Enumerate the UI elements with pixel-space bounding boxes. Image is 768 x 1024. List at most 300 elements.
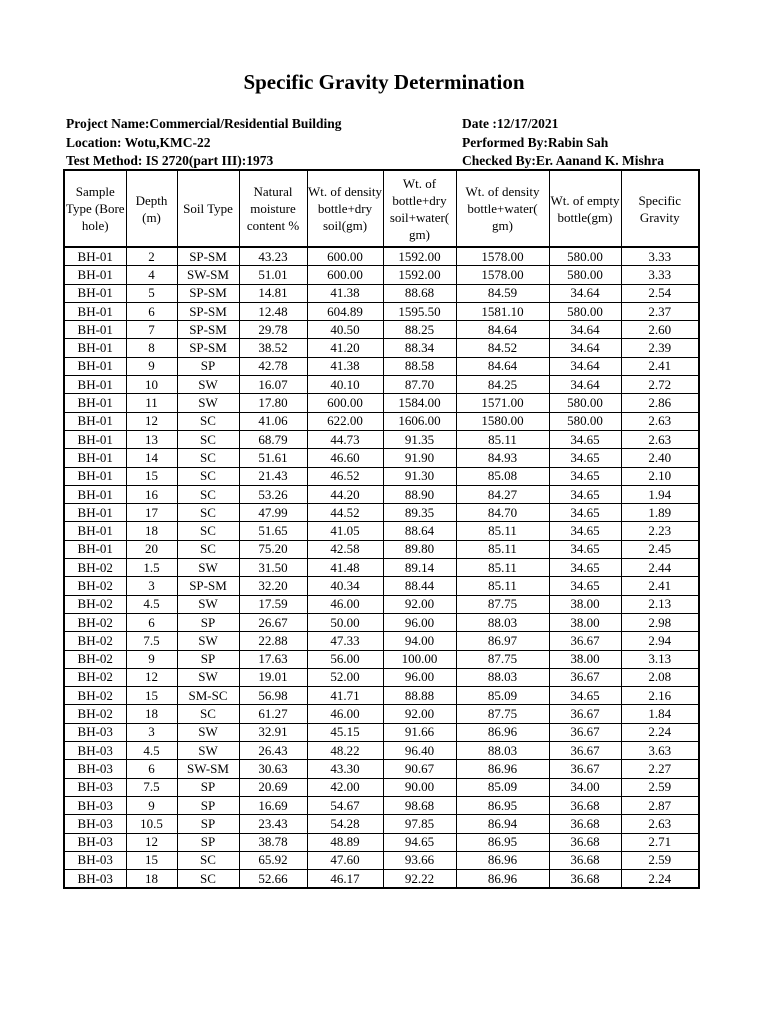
- cell-bottle-dry-soil: 42.58: [307, 540, 383, 558]
- cell-empty-bottle: 36.67: [549, 760, 621, 778]
- cell-moisture: 65.92: [239, 851, 307, 869]
- cell-bottle-soil-water: 97.85: [383, 815, 456, 833]
- cell-empty-bottle: 34.64: [549, 357, 621, 375]
- cell-moisture: 32.20: [239, 577, 307, 595]
- cell-soil-type: SC: [177, 540, 239, 558]
- table-row: [64, 504, 699, 522]
- header-empty-bottle: Wt. of empty bottle(gm): [549, 170, 621, 247]
- cell-specific-gravity: 2.86: [621, 394, 699, 412]
- cell-bottle-water: 1578.00: [456, 266, 549, 284]
- cell-depth: 8: [126, 339, 177, 357]
- cell-depth: 3: [126, 723, 177, 741]
- header-bottle-soil-water: Wt. of bottle+dry soil+water( gm): [383, 170, 456, 247]
- cell-bottle-soil-water: 88.64: [383, 522, 456, 540]
- cell-sample: BH-01: [64, 504, 126, 522]
- cell-bottle-dry-soil: 604.89: [307, 302, 383, 320]
- table-row: [64, 778, 699, 796]
- table-row: [64, 412, 699, 430]
- cell-bottle-dry-soil: 54.67: [307, 796, 383, 814]
- cell-specific-gravity: 2.39: [621, 339, 699, 357]
- cell-specific-gravity: 2.87: [621, 796, 699, 814]
- cell-empty-bottle: 34.65: [549, 485, 621, 503]
- cell-soil-type: SW: [177, 632, 239, 650]
- cell-soil-type: SP: [177, 796, 239, 814]
- cell-specific-gravity: 3.63: [621, 742, 699, 760]
- cell-moisture: 47.99: [239, 504, 307, 522]
- table-body: [64, 247, 699, 888]
- table-row: [64, 467, 699, 485]
- cell-specific-gravity: 2.63: [621, 815, 699, 833]
- cell-bottle-dry-soil: 44.73: [307, 430, 383, 448]
- cell-moisture: 53.26: [239, 485, 307, 503]
- cell-bottle-soil-water: 92.00: [383, 595, 456, 613]
- table-row: [64, 559, 699, 577]
- cell-bottle-dry-soil: 44.52: [307, 504, 383, 522]
- cell-empty-bottle: 34.65: [549, 559, 621, 577]
- cell-depth: 7.5: [126, 632, 177, 650]
- cell-soil-type: SC: [177, 449, 239, 467]
- cell-sample: BH-02: [64, 613, 126, 631]
- table-row: [64, 540, 699, 558]
- cell-bottle-water: 84.52: [456, 339, 549, 357]
- cell-specific-gravity: 2.45: [621, 540, 699, 558]
- header-specific-gravity: Specific Gravity: [621, 170, 699, 247]
- table-row: [64, 247, 699, 266]
- cell-sample: BH-02: [64, 577, 126, 595]
- cell-soil-type: SC: [177, 870, 239, 889]
- cell-empty-bottle: 36.68: [549, 796, 621, 814]
- cell-sample: BH-03: [64, 833, 126, 851]
- cell-specific-gravity: 2.08: [621, 668, 699, 686]
- table-row: [64, 687, 699, 705]
- cell-empty-bottle: 36.67: [549, 742, 621, 760]
- cell-soil-type: SC: [177, 705, 239, 723]
- cell-specific-gravity: 2.94: [621, 632, 699, 650]
- cell-bottle-dry-soil: 46.00: [307, 595, 383, 613]
- cell-sample: BH-01: [64, 357, 126, 375]
- cell-bottle-dry-soil: 54.28: [307, 815, 383, 833]
- cell-bottle-dry-soil: 41.71: [307, 687, 383, 705]
- cell-bottle-soil-water: 1592.00: [383, 266, 456, 284]
- cell-depth: 4: [126, 266, 177, 284]
- cell-empty-bottle: 34.65: [549, 467, 621, 485]
- cell-empty-bottle: 34.00: [549, 778, 621, 796]
- page-title: Specific Gravity Determination: [243, 70, 525, 94]
- cell-moisture: 41.06: [239, 412, 307, 430]
- cell-sample: BH-03: [64, 723, 126, 741]
- cell-soil-type: SP: [177, 613, 239, 631]
- cell-bottle-soil-water: 88.88: [383, 687, 456, 705]
- cell-depth: 12: [126, 412, 177, 430]
- cell-specific-gravity: 1.89: [621, 504, 699, 522]
- cell-specific-gravity: 2.60: [621, 321, 699, 339]
- cell-specific-gravity: 2.37: [621, 302, 699, 320]
- cell-sample: BH-03: [64, 796, 126, 814]
- cell-depth: 15: [126, 687, 177, 705]
- cell-depth: 6: [126, 302, 177, 320]
- cell-bottle-dry-soil: 40.34: [307, 577, 383, 595]
- cell-soil-type: SW: [177, 376, 239, 394]
- cell-bottle-dry-soil: 44.20: [307, 485, 383, 503]
- cell-bottle-soil-water: 96.00: [383, 668, 456, 686]
- cell-bottle-water: 85.11: [456, 430, 549, 448]
- cell-empty-bottle: 34.65: [549, 522, 621, 540]
- cell-soil-type: SW: [177, 742, 239, 760]
- cell-bottle-soil-water: 88.58: [383, 357, 456, 375]
- cell-bottle-dry-soil: 600.00: [307, 247, 383, 266]
- table-row: [64, 668, 699, 686]
- table-row: [64, 284, 699, 302]
- cell-sample: BH-01: [64, 430, 126, 448]
- cell-soil-type: SC: [177, 522, 239, 540]
- test-date: Date :12/17/2021: [462, 116, 559, 131]
- cell-moisture: 51.65: [239, 522, 307, 540]
- cell-bottle-dry-soil: 46.52: [307, 467, 383, 485]
- cell-specific-gravity: 2.59: [621, 851, 699, 869]
- cell-depth: 2: [126, 247, 177, 266]
- cell-bottle-soil-water: 94.65: [383, 833, 456, 851]
- cell-empty-bottle: 36.68: [549, 851, 621, 869]
- table-header-row: [64, 170, 699, 247]
- cell-bottle-water: 85.11: [456, 522, 549, 540]
- cell-depth: 1.5: [126, 559, 177, 577]
- table-row: [64, 339, 699, 357]
- cell-soil-type: SP: [177, 833, 239, 851]
- cell-bottle-water: 85.08: [456, 467, 549, 485]
- table-row: [64, 321, 699, 339]
- cell-depth: 20: [126, 540, 177, 558]
- cell-soil-type: SP-SM: [177, 321, 239, 339]
- cell-depth: 14: [126, 449, 177, 467]
- table-row: [64, 522, 699, 540]
- cell-empty-bottle: 38.00: [549, 650, 621, 668]
- header-bottle-dry-soil: Wt. of density bottle+dry soil(gm): [307, 170, 383, 247]
- cell-bottle-soil-water: 98.68: [383, 796, 456, 814]
- cell-specific-gravity: 2.44: [621, 559, 699, 577]
- cell-bottle-soil-water: 87.70: [383, 376, 456, 394]
- cell-bottle-water: 84.64: [456, 321, 549, 339]
- cell-bottle-water: 84.93: [456, 449, 549, 467]
- cell-moisture: 38.78: [239, 833, 307, 851]
- cell-bottle-soil-water: 96.40: [383, 742, 456, 760]
- cell-sample: BH-03: [64, 778, 126, 796]
- cell-sample: BH-01: [64, 522, 126, 540]
- cell-soil-type: SP-SM: [177, 302, 239, 320]
- cell-bottle-soil-water: 1606.00: [383, 412, 456, 430]
- cell-bottle-water: 86.96: [456, 851, 549, 869]
- table-row: [64, 760, 699, 778]
- cell-moisture: 51.61: [239, 449, 307, 467]
- cell-empty-bottle: 34.64: [549, 321, 621, 339]
- cell-soil-type: SW: [177, 559, 239, 577]
- cell-soil-type: SP-SM: [177, 284, 239, 302]
- cell-moisture: 16.07: [239, 376, 307, 394]
- cell-bottle-dry-soil: 40.10: [307, 376, 383, 394]
- cell-moisture: 23.43: [239, 815, 307, 833]
- cell-specific-gravity: 2.41: [621, 577, 699, 595]
- cell-depth: 4.5: [126, 742, 177, 760]
- cell-specific-gravity: 1.84: [621, 705, 699, 723]
- cell-bottle-soil-water: 91.66: [383, 723, 456, 741]
- cell-depth: 12: [126, 668, 177, 686]
- cell-specific-gravity: 2.71: [621, 833, 699, 851]
- cell-specific-gravity: 2.13: [621, 595, 699, 613]
- cell-bottle-soil-water: 1592.00: [383, 247, 456, 266]
- cell-bottle-water: 1580.00: [456, 412, 549, 430]
- cell-soil-type: SP: [177, 815, 239, 833]
- cell-bottle-soil-water: 92.00: [383, 705, 456, 723]
- cell-depth: 15: [126, 851, 177, 869]
- cell-empty-bottle: 34.64: [549, 339, 621, 357]
- cell-empty-bottle: 36.68: [549, 833, 621, 851]
- cell-depth: 9: [126, 650, 177, 668]
- cell-soil-type: SC: [177, 504, 239, 522]
- cell-soil-type: SC: [177, 412, 239, 430]
- test-method: Test Method: IS 2720(part III):1973: [66, 153, 274, 168]
- cell-bottle-water: 84.64: [456, 357, 549, 375]
- cell-moisture: 17.63: [239, 650, 307, 668]
- cell-moisture: 43.23: [239, 247, 307, 266]
- cell-specific-gravity: 2.10: [621, 467, 699, 485]
- cell-bottle-dry-soil: 41.48: [307, 559, 383, 577]
- cell-empty-bottle: 34.65: [549, 577, 621, 595]
- cell-moisture: 38.52: [239, 339, 307, 357]
- cell-empty-bottle: 580.00: [549, 394, 621, 412]
- cell-bottle-water: 87.75: [456, 595, 549, 613]
- cell-sample: BH-02: [64, 595, 126, 613]
- header-moisture-content: Natural moisture content %: [239, 170, 307, 247]
- cell-bottle-dry-soil: 46.17: [307, 870, 383, 889]
- cell-soil-type: SC: [177, 851, 239, 869]
- cell-sample: BH-01: [64, 412, 126, 430]
- cell-depth: 11: [126, 394, 177, 412]
- cell-empty-bottle: 34.65: [549, 540, 621, 558]
- cell-moisture: 31.50: [239, 559, 307, 577]
- cell-depth: 12: [126, 833, 177, 851]
- cell-bottle-dry-soil: 622.00: [307, 412, 383, 430]
- cell-depth: 9: [126, 796, 177, 814]
- cell-bottle-water: 86.96: [456, 723, 549, 741]
- cell-bottle-soil-water: 1595.50: [383, 302, 456, 320]
- cell-bottle-water: 87.75: [456, 650, 549, 668]
- cell-sample: BH-03: [64, 742, 126, 760]
- cell-moisture: 22.88: [239, 632, 307, 650]
- cell-bottle-soil-water: 100.00: [383, 650, 456, 668]
- cell-soil-type: SW-SM: [177, 760, 239, 778]
- cell-bottle-water: 84.59: [456, 284, 549, 302]
- cell-sample: BH-01: [64, 339, 126, 357]
- cell-bottle-dry-soil: 46.60: [307, 449, 383, 467]
- cell-moisture: 51.01: [239, 266, 307, 284]
- cell-bottle-soil-water: 88.44: [383, 577, 456, 595]
- cell-soil-type: SW: [177, 394, 239, 412]
- table-row: [64, 723, 699, 741]
- cell-bottle-soil-water: 89.80: [383, 540, 456, 558]
- cell-soil-type: SP-SM: [177, 247, 239, 266]
- cell-sample: BH-02: [64, 632, 126, 650]
- table-row: [64, 394, 699, 412]
- cell-empty-bottle: 580.00: [549, 247, 621, 266]
- cell-specific-gravity: 2.24: [621, 870, 699, 889]
- cell-specific-gravity: 2.72: [621, 376, 699, 394]
- cell-bottle-water: 87.75: [456, 705, 549, 723]
- cell-empty-bottle: 34.65: [549, 504, 621, 522]
- cell-bottle-soil-water: 94.00: [383, 632, 456, 650]
- table-row: [64, 851, 699, 869]
- table-row: [64, 650, 699, 668]
- test-info: [462, 115, 664, 171]
- performed-by: Performed By:Rabin Sah: [462, 134, 609, 150]
- cell-bottle-dry-soil: 50.00: [307, 613, 383, 631]
- cell-empty-bottle: 34.64: [549, 284, 621, 302]
- cell-sample: BH-03: [64, 815, 126, 833]
- cell-depth: 15: [126, 467, 177, 485]
- table-row: [64, 705, 699, 723]
- cell-bottle-soil-water: 93.66: [383, 851, 456, 869]
- cell-bottle-soil-water: 90.67: [383, 760, 456, 778]
- cell-bottle-soil-water: 90.00: [383, 778, 456, 796]
- cell-moisture: 68.79: [239, 430, 307, 448]
- cell-empty-bottle: 580.00: [549, 266, 621, 284]
- cell-depth: 16: [126, 485, 177, 503]
- cell-bottle-dry-soil: 45.15: [307, 723, 383, 741]
- cell-soil-type: SW-SM: [177, 266, 239, 284]
- cell-empty-bottle: 580.00: [549, 412, 621, 430]
- cell-empty-bottle: 34.65: [549, 430, 621, 448]
- header-sample-type: Sample Type (Bore hole): [64, 170, 126, 247]
- cell-moisture: 14.81: [239, 284, 307, 302]
- cell-sample: BH-02: [64, 650, 126, 668]
- cell-empty-bottle: 38.00: [549, 613, 621, 631]
- cell-bottle-dry-soil: 41.05: [307, 522, 383, 540]
- cell-bottle-soil-water: 91.35: [383, 430, 456, 448]
- cell-soil-type: SC: [177, 430, 239, 448]
- cell-depth: 18: [126, 870, 177, 889]
- cell-soil-type: SW: [177, 595, 239, 613]
- cell-sample: BH-01: [64, 302, 126, 320]
- cell-moisture: 32.91: [239, 723, 307, 741]
- cell-empty-bottle: 36.67: [549, 632, 621, 650]
- cell-soil-type: SP: [177, 778, 239, 796]
- cell-bottle-water: 84.25: [456, 376, 549, 394]
- cell-empty-bottle: 580.00: [549, 302, 621, 320]
- project-name: Project Name:Commercial/Residential Building: [66, 116, 342, 131]
- cell-moisture: 42.78: [239, 357, 307, 375]
- project-info: [66, 115, 341, 171]
- cell-bottle-soil-water: 91.90: [383, 449, 456, 467]
- cell-specific-gravity: 2.98: [621, 613, 699, 631]
- cell-depth: 10: [126, 376, 177, 394]
- cell-bottle-water: 85.11: [456, 577, 549, 595]
- cell-bottle-water: 88.03: [456, 613, 549, 631]
- cell-empty-bottle: 34.65: [549, 449, 621, 467]
- checked-by: Checked By:Er. Aanand K. Mishra: [462, 153, 665, 168]
- cell-depth: 18: [126, 705, 177, 723]
- cell-depth: 6: [126, 613, 177, 631]
- cell-bottle-water: 1571.00: [456, 394, 549, 412]
- cell-specific-gravity: 2.54: [621, 284, 699, 302]
- cell-sample: BH-01: [64, 321, 126, 339]
- cell-bottle-dry-soil: 48.89: [307, 833, 383, 851]
- cell-soil-type: SW: [177, 723, 239, 741]
- cell-bottle-dry-soil: 48.22: [307, 742, 383, 760]
- cell-sample: BH-02: [64, 559, 126, 577]
- cell-sample: BH-01: [64, 247, 126, 266]
- cell-bottle-water: 85.11: [456, 559, 549, 577]
- cell-bottle-water: 85.11: [456, 540, 549, 558]
- cell-soil-type: SP: [177, 650, 239, 668]
- cell-sample: BH-01: [64, 449, 126, 467]
- table-row: [64, 485, 699, 503]
- cell-bottle-water: 86.97: [456, 632, 549, 650]
- cell-sample: BH-01: [64, 540, 126, 558]
- cell-soil-type: SP-SM: [177, 339, 239, 357]
- cell-specific-gravity: 3.13: [621, 650, 699, 668]
- cell-bottle-water: 88.03: [456, 742, 549, 760]
- cell-moisture: 61.27: [239, 705, 307, 723]
- cell-specific-gravity: 2.40: [621, 449, 699, 467]
- cell-bottle-soil-water: 88.68: [383, 284, 456, 302]
- cell-bottle-soil-water: 88.90: [383, 485, 456, 503]
- cell-bottle-soil-water: 1584.00: [383, 394, 456, 412]
- cell-moisture: 16.69: [239, 796, 307, 814]
- table-row: [64, 357, 699, 375]
- cell-sample: BH-01: [64, 376, 126, 394]
- cell-soil-type: SC: [177, 467, 239, 485]
- cell-specific-gravity: 2.16: [621, 687, 699, 705]
- cell-depth: 6: [126, 760, 177, 778]
- cell-empty-bottle: 36.67: [549, 668, 621, 686]
- cell-soil-type: SM-SC: [177, 687, 239, 705]
- table-row: [64, 613, 699, 631]
- cell-bottle-water: 88.03: [456, 668, 549, 686]
- cell-specific-gravity: 3.33: [621, 266, 699, 284]
- cell-depth: 7: [126, 321, 177, 339]
- cell-bottle-dry-soil: 52.00: [307, 668, 383, 686]
- table-row: [64, 632, 699, 650]
- cell-bottle-dry-soil: 46.00: [307, 705, 383, 723]
- cell-bottle-water: 84.27: [456, 485, 549, 503]
- cell-sample: BH-01: [64, 485, 126, 503]
- cell-specific-gravity: 2.41: [621, 357, 699, 375]
- cell-moisture: 75.20: [239, 540, 307, 558]
- table-row: [64, 796, 699, 814]
- table-row: [64, 742, 699, 760]
- cell-depth: 7.5: [126, 778, 177, 796]
- cell-moisture: 19.01: [239, 668, 307, 686]
- cell-moisture: 26.43: [239, 742, 307, 760]
- cell-bottle-water: 85.09: [456, 687, 549, 705]
- location: Location: Wotu,KMC-22: [66, 134, 211, 150]
- table-row: [64, 449, 699, 467]
- cell-bottle-dry-soil: 600.00: [307, 394, 383, 412]
- cell-sample: BH-02: [64, 668, 126, 686]
- cell-moisture: 52.66: [239, 870, 307, 889]
- cell-soil-type: SP: [177, 357, 239, 375]
- cell-bottle-dry-soil: 41.20: [307, 339, 383, 357]
- cell-soil-type: SC: [177, 485, 239, 503]
- cell-specific-gravity: 2.27: [621, 760, 699, 778]
- cell-bottle-soil-water: 89.14: [383, 559, 456, 577]
- cell-bottle-water: 86.96: [456, 760, 549, 778]
- cell-empty-bottle: 36.67: [549, 723, 621, 741]
- cell-moisture: 12.48: [239, 302, 307, 320]
- cell-depth: 10.5: [126, 815, 177, 833]
- header-soil-type: Soil Type: [177, 170, 239, 247]
- cell-bottle-soil-water: 96.00: [383, 613, 456, 631]
- cell-moisture: 17.59: [239, 595, 307, 613]
- table-row: [64, 430, 699, 448]
